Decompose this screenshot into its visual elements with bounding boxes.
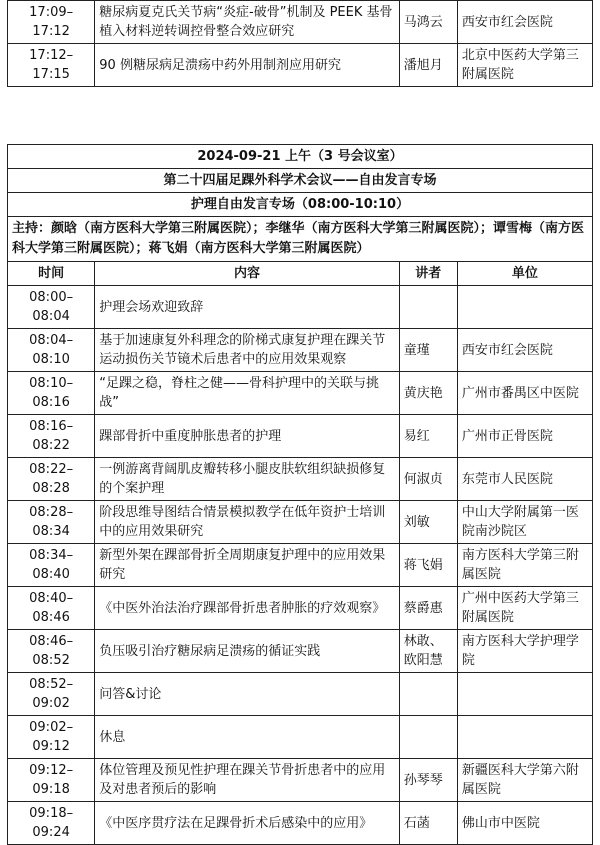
unit-cell: 广州中医药大学第三附属医院 bbox=[457, 587, 592, 630]
unit-cell: 西安市红会医院 bbox=[457, 1, 592, 44]
unit-cell: 西安市红会医院 bbox=[457, 329, 592, 372]
header-speaker: 讲者 bbox=[399, 262, 457, 286]
content-cell: 《中医外治法治疗踝部骨折患者肿胀的疗效观察》 bbox=[95, 587, 399, 630]
time-cell: 09:18–09:24 bbox=[8, 802, 95, 845]
time-cell: 08:34–08:40 bbox=[8, 544, 95, 587]
table-row bbox=[8, 458, 593, 501]
content-cell: 一例游离背阔肌皮瓣转移小腿皮肤软组织缺损修复的个案护理 bbox=[95, 458, 399, 501]
speaker-cell: 石菡 bbox=[399, 802, 457, 845]
content-cell: 基于加速康复外科理念的阶梯式康复护理在踝关节运动损伤关节镜术后患者中的应用效果观察 bbox=[95, 329, 399, 372]
time-cell: 08:28–08:34 bbox=[8, 501, 95, 544]
table-row bbox=[8, 501, 593, 544]
time-cell: 08:00–08:04 bbox=[8, 286, 95, 329]
time-cell: 08:16–08:22 bbox=[8, 415, 95, 458]
time-cell: 08:52–09:02 bbox=[8, 673, 95, 716]
content-cell: 问答&讨论 bbox=[95, 673, 399, 716]
unit-cell: 中山大学附属第一医院南沙院区 bbox=[457, 501, 592, 544]
unit-cell: 广州市正骨医院 bbox=[457, 415, 592, 458]
unit-cell: 北京中医药大学第三附属医院 bbox=[457, 44, 592, 87]
content-cell: 新型外架在踝部骨折全周期康复护理中的应用效果研究 bbox=[95, 544, 399, 587]
speaker-cell: 刘敏 bbox=[399, 501, 457, 544]
unit-cell: 佛山市中医院 bbox=[457, 802, 592, 845]
content-cell: “足踝之稳，脊柱之健——骨科护理中的关联与挑战” bbox=[95, 372, 399, 415]
speaker-cell: 易红 bbox=[399, 415, 457, 458]
unit-cell bbox=[457, 286, 592, 329]
time-cell: 17:09–17:12 bbox=[8, 1, 95, 44]
time-cell: 08:40–08:46 bbox=[8, 587, 95, 630]
time-cell: 09:02–09:12 bbox=[8, 716, 95, 759]
unit-cell: 南方医科大学第三附属医院 bbox=[457, 544, 592, 587]
time-cell: 08:22–08:28 bbox=[8, 458, 95, 501]
header-unit: 单位 bbox=[457, 262, 592, 286]
speaker-cell: 孙琴琴 bbox=[399, 759, 457, 802]
table-row bbox=[8, 1, 593, 44]
session-date: 2024-09-21 上午（3 号会议室） bbox=[8, 145, 593, 169]
speaker-cell: 蒋飞娟 bbox=[399, 544, 457, 587]
speaker-cell bbox=[399, 673, 457, 716]
content-cell: 《中医序贯疗法在足踝骨折术后感染中的应用》 bbox=[95, 802, 399, 845]
speaker-cell: 潘旭月 bbox=[399, 44, 457, 87]
time-cell: 08:04–08:10 bbox=[8, 329, 95, 372]
nursing-session-table bbox=[7, 144, 593, 845]
speaker-cell: 黄庆艳 bbox=[399, 372, 457, 415]
unit-cell bbox=[457, 673, 592, 716]
speaker-cell: 何淑贞 bbox=[399, 458, 457, 501]
table-row bbox=[8, 587, 593, 630]
table-row bbox=[8, 372, 593, 415]
table-row bbox=[8, 759, 593, 802]
table-row bbox=[8, 44, 593, 87]
content-cell: 阶段思维导图结合情景模拟教学在低年资护士培训中的应用效果研究 bbox=[95, 501, 399, 544]
unit-cell: 广州市番禺区中医院 bbox=[457, 372, 592, 415]
content-cell: 休息 bbox=[95, 716, 399, 759]
unit-cell: 新疆医科大学第六附属医院 bbox=[457, 759, 592, 802]
unit-cell: 东莞市人民医院 bbox=[457, 458, 592, 501]
header-content: 内容 bbox=[95, 262, 399, 286]
table-row bbox=[8, 630, 593, 673]
content-cell: 90 例糖尿病足溃疡中药外用制剂应用研究 bbox=[95, 44, 399, 87]
speaker-cell: 蔡爵惠 bbox=[399, 587, 457, 630]
speaker-cell bbox=[399, 716, 457, 759]
content-cell: 糖尿病夏克氏关节病“炎症-破骨”机制及 PEEK 基骨植入材料逆转调控骨整合效应研究 bbox=[95, 1, 399, 44]
content-cell: 负压吸引治疗糖尿病足溃疡的循证实践 bbox=[95, 630, 399, 673]
unit-cell bbox=[457, 716, 592, 759]
header-time: 时间 bbox=[8, 262, 95, 286]
speaker-cell bbox=[399, 286, 457, 329]
table-row bbox=[8, 329, 593, 372]
unit-cell: 南方医科大学护理学院 bbox=[457, 630, 592, 673]
track-title: 护理自由发言专场（08:00-10:10） bbox=[8, 193, 593, 217]
content-cell: 体位管理及预见性护理在踝关节骨折患者中的应用及对患者预后的影响 bbox=[95, 759, 399, 802]
table-row bbox=[8, 673, 593, 716]
speaker-cell: 林敢、欧阳慧 bbox=[399, 630, 457, 673]
time-cell: 08:46–08:52 bbox=[8, 630, 95, 673]
speaker-cell: 马鸿云 bbox=[399, 1, 457, 44]
previous-session-table bbox=[7, 0, 593, 87]
conference-title: 第二十四届足踝外科学术会议——自由发言专场 bbox=[8, 169, 593, 193]
time-cell: 09:12–09:18 bbox=[8, 759, 95, 802]
time-cell: 17:12–17:15 bbox=[8, 44, 95, 87]
table-row bbox=[8, 286, 593, 329]
table-row bbox=[8, 415, 593, 458]
table-row bbox=[8, 544, 593, 587]
content-cell: 踝部骨折中重度肿胀患者的护理 bbox=[95, 415, 399, 458]
time-cell: 08:10–08:16 bbox=[8, 372, 95, 415]
table-row bbox=[8, 716, 593, 759]
speaker-cell: 童瑾 bbox=[399, 329, 457, 372]
content-cell: 护理会场欢迎致辞 bbox=[95, 286, 399, 329]
hosts: 主持：颜晗（南方医科大学第三附属医院）；李继华（南方医科大学第三附属医院）；谭雪梅（南方医科大学第三附属医院）；蒋飞娟（南方医科大学第三附属医院） bbox=[8, 217, 593, 262]
column-headers bbox=[8, 262, 593, 286]
table-row bbox=[8, 802, 593, 845]
